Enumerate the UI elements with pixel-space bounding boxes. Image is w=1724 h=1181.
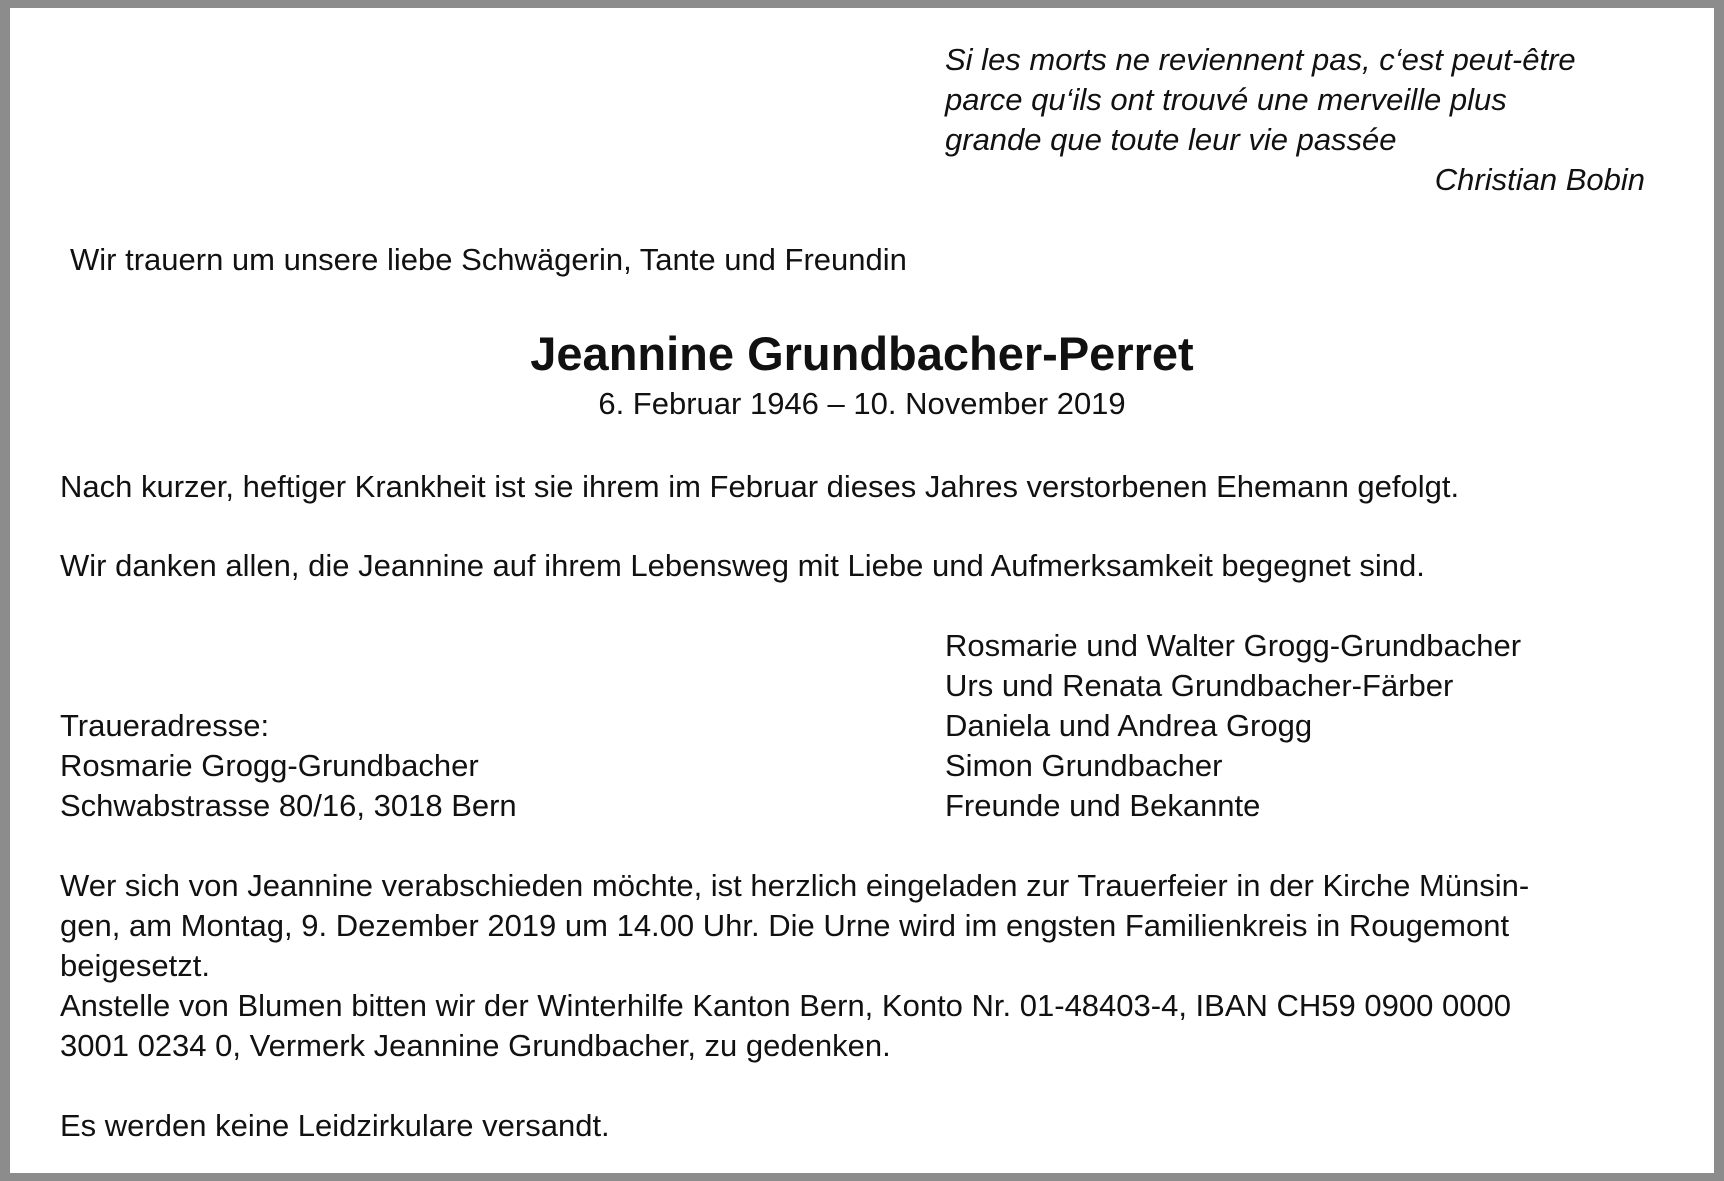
- ceremony-line: beigesetzt.: [60, 948, 210, 983]
- ceremony-paragraph: [60, 866, 1680, 1066]
- illness-paragraph: Nach kurzer, heftiger Krankheit ist sie ihrem im Februar dieses Jahres verstorbenen Ehemann gefolgt.: [60, 469, 1460, 504]
- deceased-name: Jeannine Grundbacher-Perret: [530, 327, 1194, 380]
- address-label: Traueradresse:: [60, 708, 270, 743]
- life-dates: 6. Februar 1946 – 10. November 2019: [598, 386, 1126, 421]
- ceremony-line: gen, am Montag, 9. Dezember 2019 um 14.00 Uhr. Die Urne wird im engsten Familienkreis in Rougemont: [60, 908, 1510, 943]
- epigraph-quote: [945, 40, 1645, 200]
- donation-line: Anstelle von Blumen bitten wir der Winterhilfe Kanton Bern, Konto Nr. 01-48403-4, IBAN CH59 0900 0000: [60, 988, 1511, 1023]
- ceremony-line: Wer sich von Jeannine verabschieden möchte, ist herzlich eingeladen zur Trauerfeier in der Kirche Münsin-: [60, 868, 1530, 903]
- quote-line-3: grande que toute leur vie passée: [945, 122, 1397, 157]
- closing-note: Es werden keine Leidzirkulare versandt.: [60, 1108, 610, 1143]
- quote-line-2: parce qu‘ils ont trouvé une merveille plus: [945, 82, 1507, 117]
- quote-line-1: Si les morts ne reviennent pas, c‘est peut-être: [945, 42, 1576, 77]
- mourner-item: Simon Grundbacher: [945, 748, 1223, 783]
- mourner-item: Daniela und Andrea Grogg: [945, 708, 1313, 743]
- address-name: Rosmarie Grogg-Grundbacher: [60, 748, 479, 783]
- donation-line: 3001 0234 0, Vermerk Jeannine Grundbacher, zu gedenken.: [60, 1028, 891, 1063]
- mourner-item: Urs und Renata Grundbacher-Färber: [945, 668, 1454, 703]
- mourning-address: [60, 706, 517, 826]
- mourners-list: [945, 626, 1521, 826]
- intro-text: Wir trauern um unsere liebe Schwägerin, Tante und Freundin: [70, 242, 907, 277]
- mourner-item: Freunde und Bekannte: [945, 788, 1261, 823]
- thanks-paragraph: Wir danken allen, die Jeannine auf ihrem Lebensweg mit Liebe und Aufmerksamkeit begegnet sind.: [60, 548, 1425, 583]
- address-street: Schwabstrasse 80/16, 3018 Bern: [60, 788, 517, 823]
- mourner-item: Rosmarie und Walter Grogg-Grundbacher: [945, 628, 1522, 663]
- quote-author: Christian Bobin: [1434, 162, 1645, 197]
